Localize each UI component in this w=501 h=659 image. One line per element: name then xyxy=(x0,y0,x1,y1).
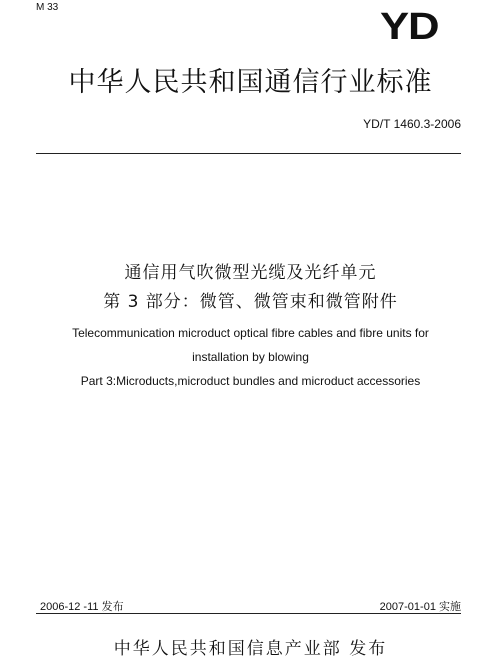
english-title-line-1: Telecommunication microduct optical fibre cables and fibre units for xyxy=(72,326,429,340)
chinese-title-line-1: 通信用气吹微型光缆及光纤单元 xyxy=(124,263,377,283)
issue-date: 2006-12 -11 发布 xyxy=(40,601,124,613)
standard-number: YD/T 1460.3-2006 xyxy=(363,117,461,131)
chinese-title-line-2: 第 3 部分：微管、微管束和微管附件 xyxy=(103,292,398,312)
top-divider xyxy=(36,153,461,154)
publisher: 中华人民共和国信息产业部 发布 xyxy=(113,639,388,659)
english-title-line-3: Part 3:Microducts,microduct bundles and microduct accessories xyxy=(80,374,421,388)
bottom-divider xyxy=(36,613,461,614)
yd-logo: YD xyxy=(380,6,439,48)
english-title-line-2: installation by blowing xyxy=(192,350,309,364)
classification-code: M 33 xyxy=(36,2,59,13)
standard-title: 中华人民共和国通信行业标准 xyxy=(68,67,433,98)
implementation-date: 2007-01-01 实施 xyxy=(379,601,461,613)
